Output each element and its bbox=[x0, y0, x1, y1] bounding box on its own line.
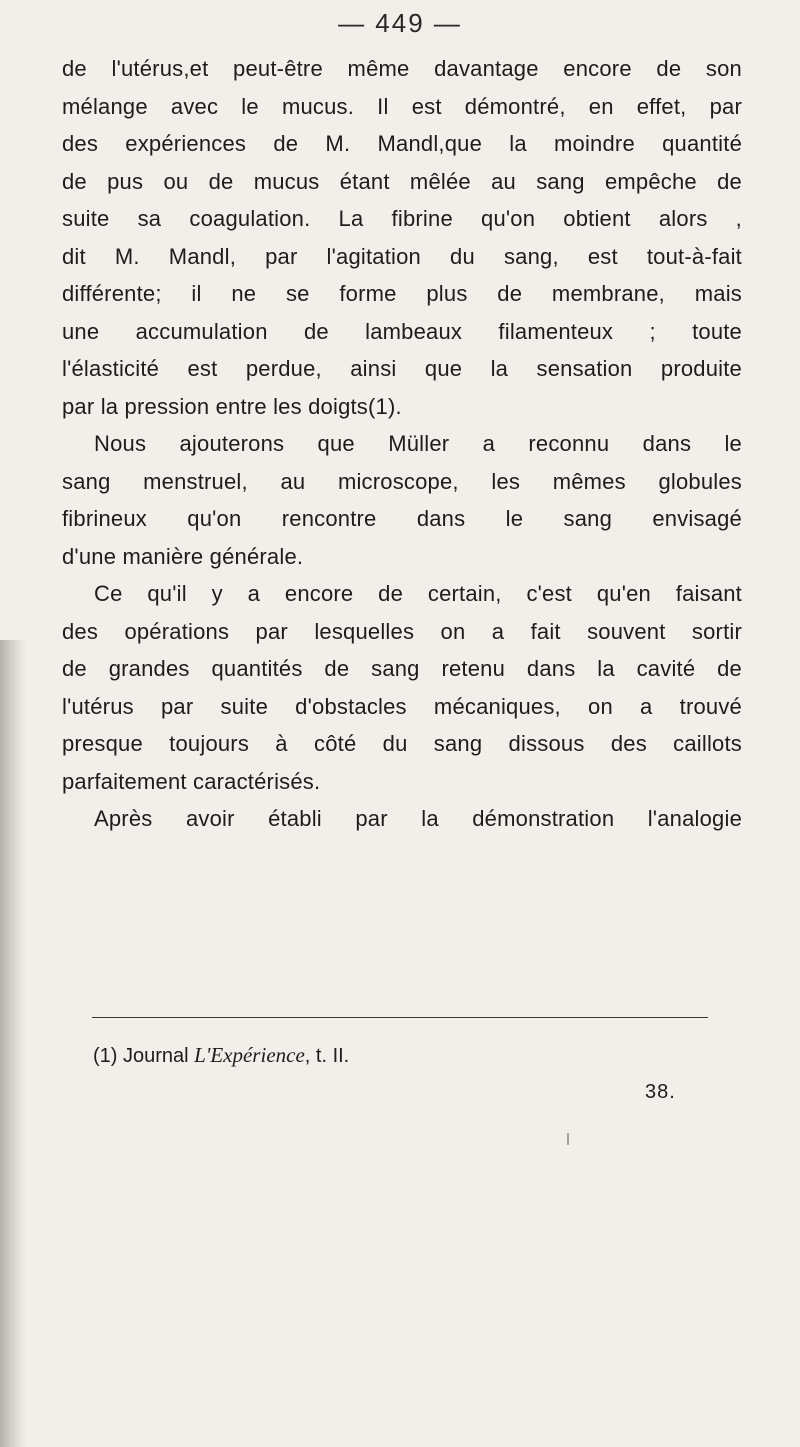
text-line: des expériences de M. Mandl,que la moindre quantité bbox=[62, 131, 742, 156]
body-text bbox=[62, 50, 742, 838]
text-line: différente; il ne se forme plus de membrane, mais bbox=[62, 281, 742, 306]
text-line: de l'utérus,et peut-être même davantage encore de son bbox=[62, 56, 742, 81]
paper-speck bbox=[567, 1133, 569, 1145]
text-line: parfaitement caractérisés. bbox=[62, 768, 321, 794]
text-line: Ce qu'il y a encore de certain, c'est qu'en faisant bbox=[94, 581, 742, 606]
footnote-volume: , t. II. bbox=[304, 1045, 350, 1067]
footnote-divider bbox=[92, 1017, 708, 1018]
text-line: sang menstruel, au microscope, les mêmes globules bbox=[62, 468, 742, 494]
text-line: l'utérus par suite d'obstacles mécaniques, on a trouvé bbox=[62, 693, 742, 719]
footnote-marker: (1) Journal bbox=[93, 1045, 189, 1067]
text-line: des opérations par lesquelles on a fait souvent sortir bbox=[62, 618, 742, 644]
footnote bbox=[93, 1042, 349, 1069]
text-line: dit M. Mandl, par l'agitation du sang, est tout-à-fait bbox=[62, 243, 742, 269]
text-line: Après avoir établi par la démonstration l'analogie bbox=[94, 806, 742, 831]
page-number: — 449 — bbox=[338, 8, 462, 38]
text-line: l'élasticité est perdue, ainsi que la sensation produite bbox=[62, 356, 742, 381]
text-line: fibrineux qu'on rencontre dans le sang envisagé bbox=[62, 506, 742, 531]
text-line: de pus ou de mucus étant mêlée au sang empêche de bbox=[62, 168, 742, 194]
text-line: par la pression entre les doigts(1). bbox=[62, 393, 402, 419]
text-line: suite sa coagulation. La fibrine qu'on obtient alors , bbox=[62, 206, 742, 231]
text-line: presque toujours à côté du sang dissous des caillots bbox=[62, 731, 742, 756]
text-line: mélange avec le mucus. Il est démontré, en effet, par bbox=[62, 93, 742, 119]
text-line: Nous ajouterons que Müller a reconnu dans le bbox=[94, 431, 742, 456]
text-line: d'une manière générale. bbox=[62, 543, 304, 569]
footnote-work-title: L'Expérience bbox=[194, 1043, 305, 1067]
signature-mark: 38. bbox=[645, 1081, 676, 1103]
text-line: de grandes quantités de sang retenu dans la cavité de bbox=[62, 656, 742, 681]
page-edge-shadow bbox=[0, 640, 26, 1447]
text-line: une accumulation de lambeaux filamenteux ; toute bbox=[62, 318, 742, 344]
